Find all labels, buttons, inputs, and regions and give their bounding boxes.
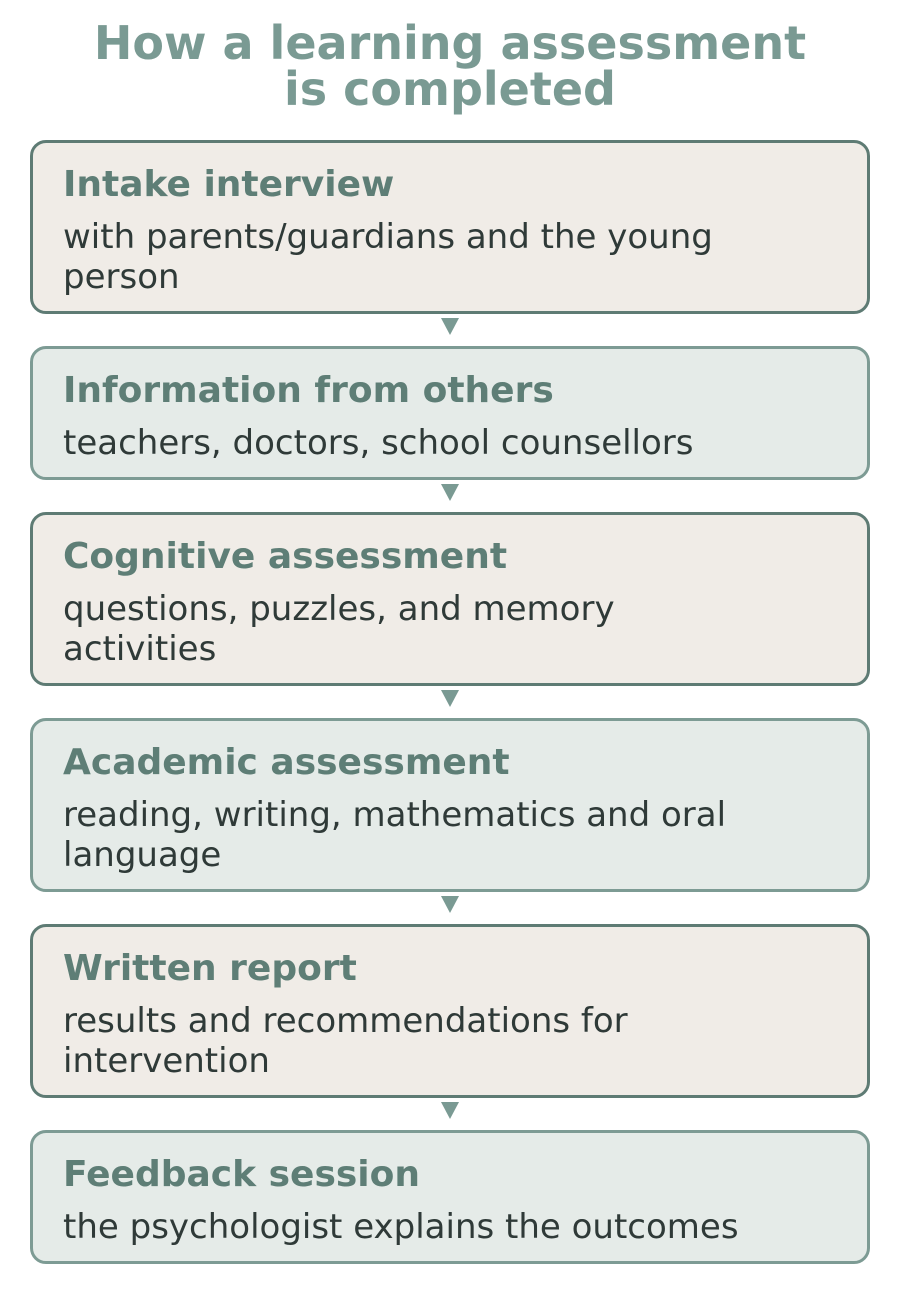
step-cognitive-assessment — [30, 512, 870, 686]
diagram-title-line-2: is completed — [284, 62, 616, 116]
step-title: Intake interview — [63, 164, 395, 205]
flow-arrow-down — [441, 690, 459, 707]
step-title: Feedback session — [63, 1154, 421, 1195]
step-title: Written report — [63, 948, 357, 989]
diagram-title-line-1: How a learning assessment — [93, 16, 807, 70]
step-description: with parents/guardians and the young person — [63, 217, 713, 297]
step-written-report — [30, 924, 870, 1098]
step-description: results and recommendations for intervention — [63, 1001, 628, 1081]
step-academic-assessment — [30, 718, 870, 892]
step-title: Information from others — [63, 370, 554, 411]
flow-arrow-down — [441, 484, 459, 501]
flow-arrow-down — [441, 1102, 459, 1119]
diagram-title — [0, 16, 900, 116]
step-feedback-session — [30, 1130, 870, 1264]
step-description: reading, writing, mathematics and oral language — [63, 795, 727, 875]
step-title: Academic assessment — [63, 742, 510, 783]
step-information-from-others — [30, 346, 870, 480]
step-description: the psychologist explains the outcomes — [63, 1207, 739, 1247]
flow-arrow-down — [441, 318, 459, 335]
step-intake-interview — [30, 140, 870, 314]
step-description: teachers, doctors, school counsellors — [63, 423, 694, 463]
step-title: Cognitive assessment — [63, 536, 508, 577]
flow-arrow-down — [441, 896, 459, 913]
step-description: questions, puzzles, and memory activities — [63, 589, 615, 669]
